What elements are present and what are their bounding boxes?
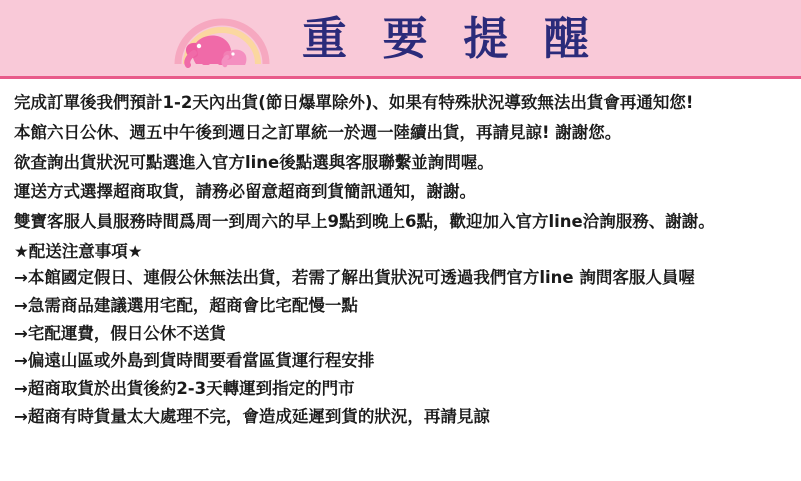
pink-elephant-logo-icon — [166, 8, 284, 68]
notice-line: 本館六日公休、週五中午後到週日之訂單統一於週一陸續出貨，再請見諒! 謝謝您。 — [14, 122, 622, 142]
notice-line: →急需商品建議選用宅配，超商會比宅配慢一點 — [14, 295, 358, 315]
banner-title: 重 要 提 醒 — [302, 11, 599, 65]
notice-line: →宅配運費，假日公休不送貨 — [14, 323, 226, 343]
notice-line: →偏遠山區或外島到貨時間要看當區貨運行程安排 — [14, 351, 375, 371]
notice-body — [0, 79, 801, 426]
notice-line: 運送方式選擇超商取貨，請務必留意超商到貨簡訊通知，謝謝。 — [14, 182, 476, 202]
notice-line: →本館國定假日、連假公休無法出貨，若需了解出貨狀況可透過我們官方line 詢問客服人員喔 — [14, 267, 695, 287]
notice-section-heading: ★配送注意事項★ — [14, 242, 143, 262]
notice-line: 雙寶客服人員服務時間爲周一到周六的早上9點到晚上6點，歡迎加入官方line洽詢服務、謝謝。 — [14, 212, 715, 232]
notice-line: →超商有時貨量太大處理不完，會造成延遲到貨的狀況，再請見諒 — [14, 407, 490, 427]
banner-inner — [166, 8, 599, 68]
notice-line: →超商取貨於出貨後約2-3天轉運到指定的門市 — [14, 379, 355, 399]
header-banner — [0, 0, 801, 79]
notice-line: 完成訂單後我們預計1-2天內出貨(節日爆單除外)、如果有特殊狀況導致無法出貨會再通知您! — [14, 93, 694, 112]
notice-line: 欲查詢出貨狀況可點選進入官方line後點選與客服聯繫並詢問喔。 — [14, 152, 494, 172]
